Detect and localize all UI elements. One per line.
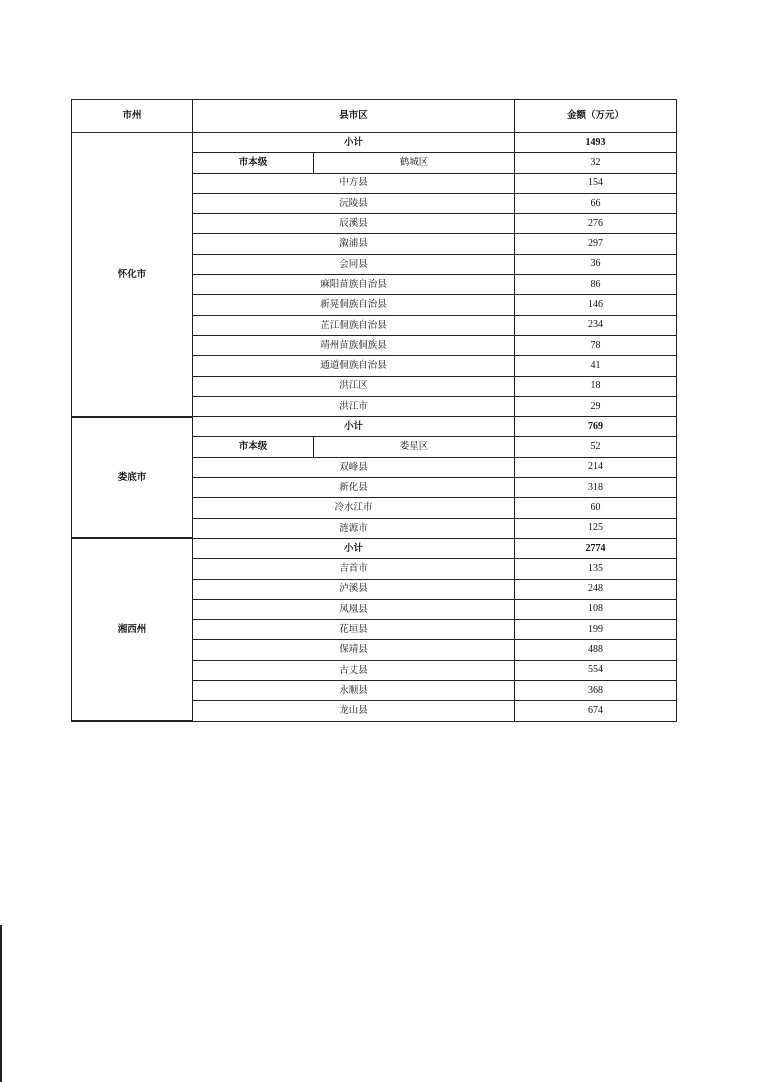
header-row	[72, 100, 677, 133]
subtotal-amount: 769	[515, 417, 677, 437]
table-body	[72, 100, 677, 722]
scan-edge-mark	[0, 925, 2, 1082]
county-name: 麻阳苗族自治县	[193, 275, 515, 295]
county-name: 会同县	[193, 254, 515, 274]
county-amount: 135	[515, 559, 677, 579]
county-amount: 554	[515, 660, 677, 680]
subtotal-row	[72, 133, 677, 153]
county-amount: 214	[515, 457, 677, 477]
subtotal-row	[72, 538, 677, 558]
county-name: 通道侗族自治县	[193, 356, 515, 376]
subtotal-row	[72, 417, 677, 437]
county-amount: 297	[515, 234, 677, 254]
county-name: 沅陵县	[193, 193, 515, 213]
city-cell: 湘西州	[72, 538, 193, 721]
county-amount: 125	[515, 518, 677, 538]
county-name: 洪江市	[193, 396, 515, 416]
subtotal-amount: 1493	[515, 133, 677, 153]
subtotal-label: 小计	[193, 133, 515, 153]
city-cell: 怀化市	[72, 133, 193, 417]
county-amount: 234	[515, 315, 677, 335]
city-level-label: 市本级	[193, 437, 314, 457]
county-name: 中方县	[193, 173, 515, 193]
county-name: 双峰县	[193, 457, 515, 477]
city-cell: 娄底市	[72, 417, 193, 539]
city-level-amount: 32	[515, 153, 677, 173]
county-amount: 154	[515, 173, 677, 193]
subtotal-label: 小计	[193, 538, 515, 558]
county-name: 辰溪县	[193, 214, 515, 234]
county-amount: 368	[515, 681, 677, 701]
city-level-district: 娄星区	[314, 437, 515, 457]
header-county: 县市区	[193, 100, 515, 133]
county-amount: 86	[515, 275, 677, 295]
county-amount: 108	[515, 599, 677, 619]
county-amount: 78	[515, 335, 677, 355]
county-name: 古丈县	[193, 660, 515, 680]
county-amount: 18	[515, 376, 677, 396]
county-amount: 199	[515, 620, 677, 640]
county-name: 新晃侗族自治县	[193, 295, 515, 315]
county-name: 溆浦县	[193, 234, 515, 254]
county-amount: 488	[515, 640, 677, 660]
city-level-district: 鹤城区	[314, 153, 515, 173]
county-name: 靖州苗族侗族县	[193, 335, 515, 355]
county-name: 保靖县	[193, 640, 515, 660]
county-name: 泸溪县	[193, 579, 515, 599]
county-name: 涟源市	[193, 518, 515, 538]
county-amount: 248	[515, 579, 677, 599]
subtotal-amount: 2774	[515, 538, 677, 558]
county-name: 永顺县	[193, 681, 515, 701]
county-name: 凤凰县	[193, 599, 515, 619]
city-level-label: 市本级	[193, 153, 314, 173]
county-amount: 41	[515, 356, 677, 376]
county-name: 芷江侗族自治县	[193, 315, 515, 335]
header-amount: 金额（万元）	[515, 100, 677, 133]
county-amount: 674	[515, 701, 677, 721]
county-name: 新化县	[193, 478, 515, 498]
county-name: 冷水江市	[193, 498, 515, 518]
county-name: 花垣县	[193, 620, 515, 640]
county-amount: 146	[515, 295, 677, 315]
county-name: 洪江区	[193, 376, 515, 396]
city-level-amount: 52	[515, 437, 677, 457]
allocation-table	[71, 99, 677, 722]
county-amount: 36	[515, 254, 677, 274]
county-amount: 318	[515, 478, 677, 498]
header-city: 市州	[72, 100, 193, 133]
county-amount: 29	[515, 396, 677, 416]
county-amount: 276	[515, 214, 677, 234]
county-name: 吉首市	[193, 559, 515, 579]
county-name: 龙山县	[193, 701, 515, 721]
county-amount: 66	[515, 193, 677, 213]
county-amount: 60	[515, 498, 677, 518]
subtotal-label: 小计	[193, 417, 515, 437]
